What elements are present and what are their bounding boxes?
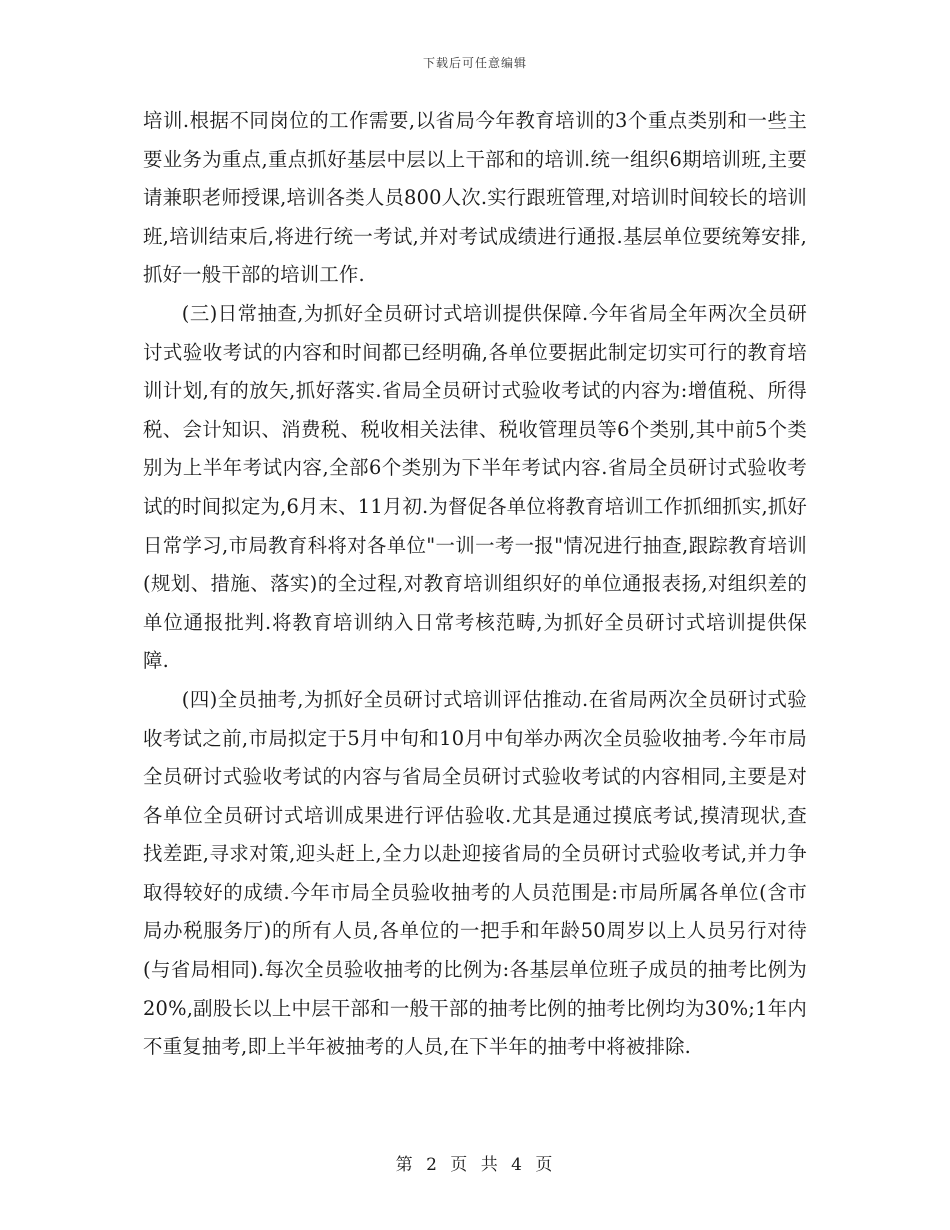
paragraph-section-4: (四)全员抽考,为抓好全员研讨式培训评估推动.在省局两次全员研讨式验收考试之前,市局拟定于5月中旬和10月中旬举办两次全员验收抽考.今年市局全员研讨式验收考试的内容与省局全员研讨式验收考试的内容相同,主要是对各单位全员研讨式培训成果进行评估验收.尤其是通过摸底考试,摸清现状,查找差距,寻求对策,迎头赶上,全力以赴迎接省局的全员研讨式验收考试,并力争取得较好的成绩.今年市局全员验收抽考的人员范围是:市局所属各单位(含市局办税服务厅)的所有人员,各单位的一把手和年龄50周岁以上人员另行对待(与省局相同).每次全员验收抽考的比例为:各基层单位班子成员的抽考比例为20%,副股长以上中层干部和一般干部的抽考比例的抽考比例均为30%;1年内不重复抽考,即上半年被抽考的人员,在下半年的抽考中将被排除.	[143, 687, 807, 1059]
footer-current-page: 2	[426, 1155, 439, 1175]
page-footer	[0, 1150, 950, 1175]
footer-suffix: 页	[535, 1155, 555, 1175]
footer-page-word: 页	[450, 1155, 470, 1175]
paragraph-section-3: (三)日常抽查,为抓好全员研讨式培训提供保障.今年省局全年两次全员研讨式验收考试的内容和时间都已经明确,各单位要据此制定切实可行的教育培训计划,有的放矢,抓好落实.省局全员研讨式验收考试的内容为:增值税、所得税、会计知识、消费税、税收相关法律、税收管理员等6个类别,其中前5个类别为上半年考试内容,全部6个类别为下半年考试内容.省局全员研讨式验收考试的时间拟定为,6月末、11月初.为督促各单位将教育培训工作抓细抓实,抓好日常学习,市局教育科将对各单位"一训一考一报"情况进行抽查,跟踪教育培训(规划、措施、落实)的全过程,对教育培训组织好的单位通报表扬,对组织差的单位通报批判.将教育培训纳入日常考核范畴,为抓好全员研讨式培训提供保障.	[143, 301, 808, 673]
paragraph-continuation: 培训.根据不同岗位的工作需要,以省局今年教育培训的3个重点类别和一些主要业务为重点,重点抓好基层中层以上干部和的培训.统一组织6期培训班,主要请兼职老师授课,培训各类人员800人次.实行跟班管理,对培训时间较长的培训班,培训结束后,将进行统一考试,并对考试成绩进行通报.基层单位要统筹安排,抓好一般干部的培训工作.	[143, 109, 808, 287]
footer-prefix: 第	[395, 1155, 415, 1175]
footer-total-pages: 4	[511, 1155, 524, 1175]
footer-total-word: 共	[480, 1155, 500, 1175]
page-header: 下载后可任意编辑	[422, 56, 527, 70]
document-body	[143, 102, 807, 1067]
